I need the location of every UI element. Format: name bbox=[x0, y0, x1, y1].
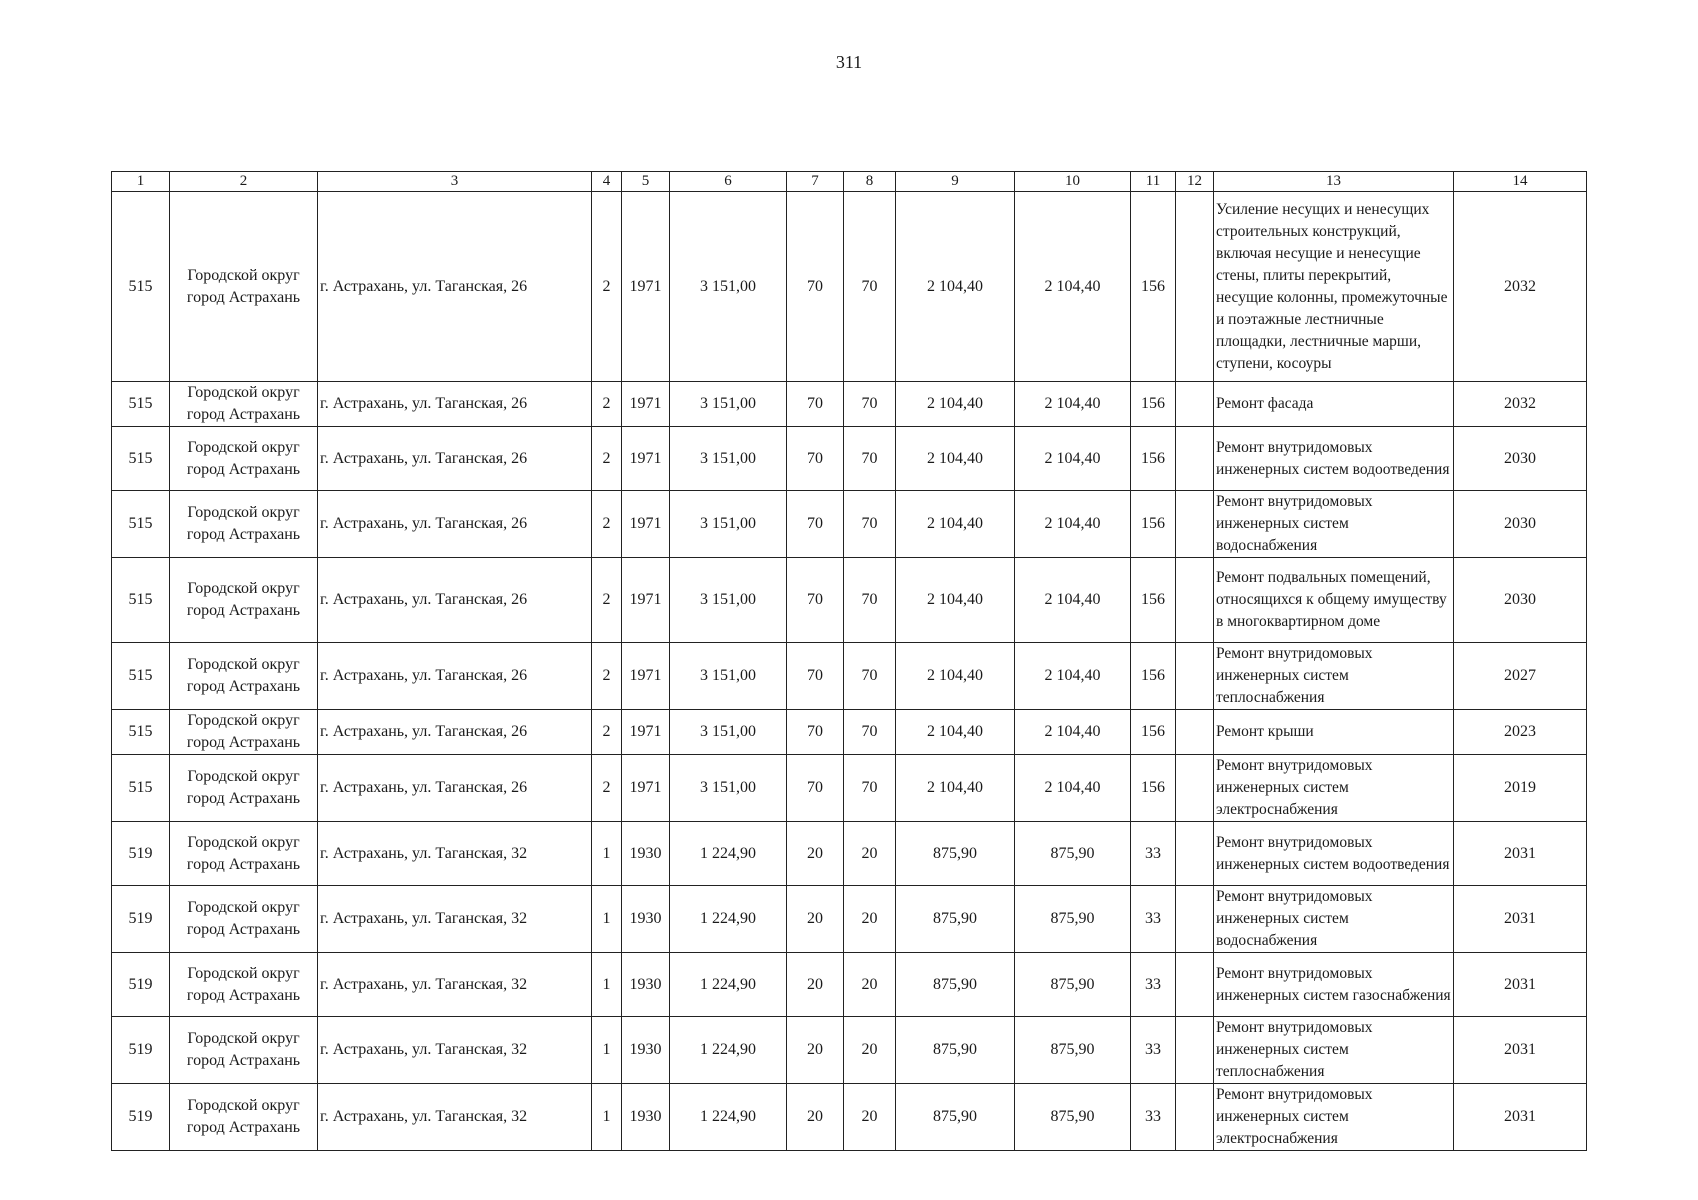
cell-col12 bbox=[1176, 710, 1214, 755]
table-row bbox=[112, 755, 1587, 822]
cell-col11: 33 bbox=[1131, 953, 1176, 1017]
cell-col7: 20 bbox=[787, 886, 844, 953]
cell-col10: 2 104,40 bbox=[1015, 491, 1131, 558]
cell-col10: 875,90 bbox=[1015, 1084, 1131, 1151]
cell-id: 515 bbox=[112, 755, 170, 822]
cell-work-type: Ремонт внутридомовых инженерных систем водоснабжения bbox=[1214, 886, 1454, 953]
cell-id: 519 bbox=[112, 1017, 170, 1084]
cell-col8: 20 bbox=[844, 1084, 896, 1151]
cell-year-built: 1971 bbox=[622, 710, 670, 755]
cell-col9: 875,90 bbox=[896, 822, 1015, 886]
cell-col12 bbox=[1176, 1017, 1214, 1084]
cell-col11: 33 bbox=[1131, 1017, 1176, 1084]
header-col-9: 9 bbox=[896, 172, 1015, 192]
cell-planned-year: 2019 bbox=[1454, 755, 1587, 822]
cell-col11: 156 bbox=[1131, 643, 1176, 710]
cell-col7: 70 bbox=[787, 192, 844, 382]
cell-id: 515 bbox=[112, 192, 170, 382]
cell-id: 515 bbox=[112, 710, 170, 755]
cell-planned-year: 2032 bbox=[1454, 382, 1587, 427]
cell-work-type: Ремонт внутридомовых инженерных систем газоснабжения bbox=[1214, 953, 1454, 1017]
header-col-11: 11 bbox=[1131, 172, 1176, 192]
cell-col9: 875,90 bbox=[896, 1017, 1015, 1084]
cell-total-area: 1 224,90 bbox=[670, 886, 787, 953]
cell-address: г. Астрахань, ул. Таганская, 26 bbox=[318, 710, 592, 755]
cell-year-built: 1971 bbox=[622, 755, 670, 822]
cell-year-built: 1971 bbox=[622, 382, 670, 427]
cell-year-built: 1971 bbox=[622, 427, 670, 491]
cell-total-area: 3 151,00 bbox=[670, 558, 787, 643]
cell-col12 bbox=[1176, 427, 1214, 491]
cell-col10: 875,90 bbox=[1015, 1017, 1131, 1084]
cell-address: г. Астрахань, ул. Таганская, 32 bbox=[318, 1084, 592, 1151]
cell-id: 515 bbox=[112, 558, 170, 643]
cell-col12 bbox=[1176, 643, 1214, 710]
cell-municipality: Городской округ город Астрахань bbox=[170, 710, 318, 755]
cell-work-type: Ремонт внутридомовых инженерных систем водоотведения bbox=[1214, 822, 1454, 886]
cell-col8: 20 bbox=[844, 953, 896, 1017]
table-row bbox=[112, 710, 1587, 755]
header-col-13: 13 bbox=[1214, 172, 1454, 192]
table-row bbox=[112, 643, 1587, 710]
cell-year-built: 1930 bbox=[622, 886, 670, 953]
page-number: 311 bbox=[835, 52, 863, 72]
cell-municipality: Городской округ город Астрахань bbox=[170, 953, 318, 1017]
cell-col11: 156 bbox=[1131, 710, 1176, 755]
cell-year-built: 1971 bbox=[622, 491, 670, 558]
cell-id: 519 bbox=[112, 1084, 170, 1151]
cell-col7: 70 bbox=[787, 755, 844, 822]
cell-col9: 2 104,40 bbox=[896, 558, 1015, 643]
table-row bbox=[112, 427, 1587, 491]
cell-col8: 70 bbox=[844, 382, 896, 427]
cell-work-type: Ремонт внутридомовых инженерных систем электроснабжения bbox=[1214, 755, 1454, 822]
cell-total-area: 3 151,00 bbox=[670, 192, 787, 382]
cell-col10: 2 104,40 bbox=[1015, 643, 1131, 710]
cell-year-built: 1930 bbox=[622, 1084, 670, 1151]
cell-total-area: 3 151,00 bbox=[670, 427, 787, 491]
header-col-12: 12 bbox=[1176, 172, 1214, 192]
table-row bbox=[112, 822, 1587, 886]
cell-year-built: 1971 bbox=[622, 643, 670, 710]
cell-col7: 70 bbox=[787, 427, 844, 491]
cell-col11: 156 bbox=[1131, 558, 1176, 643]
cell-floors: 2 bbox=[592, 192, 622, 382]
cell-work-type: Ремонт внутридомовых инженерных систем теплоснабжения bbox=[1214, 1017, 1454, 1084]
cell-col7: 20 bbox=[787, 953, 844, 1017]
cell-address: г. Астрахань, ул. Таганская, 32 bbox=[318, 953, 592, 1017]
cell-floors: 2 bbox=[592, 643, 622, 710]
cell-col12 bbox=[1176, 1084, 1214, 1151]
cell-work-type: Ремонт внутридомовых инженерных систем водоснабжения bbox=[1214, 491, 1454, 558]
cell-total-area: 1 224,90 bbox=[670, 953, 787, 1017]
cell-col8: 70 bbox=[844, 427, 896, 491]
cell-planned-year: 2031 bbox=[1454, 1017, 1587, 1084]
header-row bbox=[112, 172, 1587, 192]
cell-col12 bbox=[1176, 886, 1214, 953]
header-col-1: 1 bbox=[112, 172, 170, 192]
cell-total-area: 3 151,00 bbox=[670, 710, 787, 755]
cell-floors: 1 bbox=[592, 886, 622, 953]
cell-col9: 2 104,40 bbox=[896, 491, 1015, 558]
cell-col7: 70 bbox=[787, 643, 844, 710]
cell-floors: 1 bbox=[592, 953, 622, 1017]
cell-address: г. Астрахань, ул. Таганская, 26 bbox=[318, 558, 592, 643]
cell-year-built: 1930 bbox=[622, 822, 670, 886]
cell-id: 519 bbox=[112, 953, 170, 1017]
cell-id: 515 bbox=[112, 491, 170, 558]
cell-address: г. Астрахань, ул. Таганская, 32 bbox=[318, 822, 592, 886]
header-col-8: 8 bbox=[844, 172, 896, 192]
cell-address: г. Астрахань, ул. Таганская, 26 bbox=[318, 192, 592, 382]
cell-planned-year: 2030 bbox=[1454, 558, 1587, 643]
header-col-3: 3 bbox=[318, 172, 592, 192]
cell-col10: 2 104,40 bbox=[1015, 558, 1131, 643]
header-col-2: 2 bbox=[170, 172, 318, 192]
cell-address: г. Астрахань, ул. Таганская, 26 bbox=[318, 427, 592, 491]
cell-municipality: Городской округ город Астрахань bbox=[170, 382, 318, 427]
cell-col10: 2 104,40 bbox=[1015, 382, 1131, 427]
table-row bbox=[112, 382, 1587, 427]
cell-planned-year: 2030 bbox=[1454, 491, 1587, 558]
cell-col9: 2 104,40 bbox=[896, 643, 1015, 710]
table-row bbox=[112, 953, 1587, 1017]
cell-municipality: Городской округ город Астрахань bbox=[170, 755, 318, 822]
cell-col10: 2 104,40 bbox=[1015, 427, 1131, 491]
cell-col12 bbox=[1176, 953, 1214, 1017]
cell-total-area: 3 151,00 bbox=[670, 643, 787, 710]
cell-work-type: Ремонт подвальных помещений, относящихся к общему имуществу в многоквартирном доме bbox=[1214, 558, 1454, 643]
cell-work-type: Ремонт внутридомовых инженерных систем водоотведения bbox=[1214, 427, 1454, 491]
cell-address: г. Астрахань, ул. Таганская, 32 bbox=[318, 886, 592, 953]
cell-col7: 70 bbox=[787, 382, 844, 427]
cell-total-area: 1 224,90 bbox=[670, 822, 787, 886]
cell-planned-year: 2023 bbox=[1454, 710, 1587, 755]
header-col-7: 7 bbox=[787, 172, 844, 192]
cell-municipality: Городской округ город Астрахань bbox=[170, 427, 318, 491]
cell-id: 519 bbox=[112, 822, 170, 886]
cell-work-type: Ремонт фасада bbox=[1214, 382, 1454, 427]
cell-col11: 156 bbox=[1131, 427, 1176, 491]
cell-col7: 70 bbox=[787, 558, 844, 643]
cell-floors: 2 bbox=[592, 755, 622, 822]
cell-col11: 156 bbox=[1131, 755, 1176, 822]
cell-id: 519 bbox=[112, 886, 170, 953]
cell-planned-year: 2031 bbox=[1454, 1084, 1587, 1151]
cell-col11: 33 bbox=[1131, 822, 1176, 886]
table-row bbox=[112, 1017, 1587, 1084]
cell-planned-year: 2030 bbox=[1454, 427, 1587, 491]
cell-address: г. Астрахань, ул. Таганская, 26 bbox=[318, 491, 592, 558]
table-row bbox=[112, 886, 1587, 953]
cell-municipality: Городской округ город Астрахань bbox=[170, 822, 318, 886]
cell-col12 bbox=[1176, 822, 1214, 886]
table-row bbox=[112, 192, 1587, 382]
cell-planned-year: 2032 bbox=[1454, 192, 1587, 382]
cell-municipality: Городской округ город Астрахань bbox=[170, 1017, 318, 1084]
cell-floors: 2 bbox=[592, 491, 622, 558]
cell-work-type: Усиление несущих и ненесущих строительных конструкций, включая несущие и ненесущие стены, плиты перекрытий, несущие колонны, промежуточные и поэтажные лестничные площадки, лестничные марши, ступени, косоуры bbox=[1214, 192, 1454, 382]
cell-col11: 156 bbox=[1131, 491, 1176, 558]
cell-col7: 70 bbox=[787, 710, 844, 755]
cell-address: г. Астрахань, ул. Таганская, 26 bbox=[318, 755, 592, 822]
cell-planned-year: 2031 bbox=[1454, 886, 1587, 953]
cell-col9: 2 104,40 bbox=[896, 710, 1015, 755]
cell-work-type: Ремонт крыши bbox=[1214, 710, 1454, 755]
cell-col9: 2 104,40 bbox=[896, 192, 1015, 382]
cell-year-built: 1971 bbox=[622, 192, 670, 382]
cell-id: 515 bbox=[112, 427, 170, 491]
cell-col10: 2 104,40 bbox=[1015, 192, 1131, 382]
cell-floors: 2 bbox=[592, 382, 622, 427]
cell-total-area: 1 224,90 bbox=[670, 1017, 787, 1084]
cell-col8: 20 bbox=[844, 886, 896, 953]
cell-col11: 156 bbox=[1131, 382, 1176, 427]
header-col-4: 4 bbox=[592, 172, 622, 192]
cell-col8: 70 bbox=[844, 755, 896, 822]
cell-col11: 33 bbox=[1131, 886, 1176, 953]
cell-planned-year: 2027 bbox=[1454, 643, 1587, 710]
repair-schedule-table bbox=[111, 171, 1587, 1151]
cell-municipality: Городской округ город Астрахань bbox=[170, 1084, 318, 1151]
header-col-5: 5 bbox=[622, 172, 670, 192]
header-col-10: 10 bbox=[1015, 172, 1131, 192]
cell-municipality: Городской округ город Астрахань bbox=[170, 491, 318, 558]
cell-planned-year: 2031 bbox=[1454, 953, 1587, 1017]
cell-col9: 2 104,40 bbox=[896, 382, 1015, 427]
cell-col12 bbox=[1176, 192, 1214, 382]
cell-col8: 70 bbox=[844, 558, 896, 643]
cell-floors: 2 bbox=[592, 558, 622, 643]
cell-col7: 70 bbox=[787, 491, 844, 558]
cell-municipality: Городской округ город Астрахань bbox=[170, 558, 318, 643]
cell-municipality: Городской округ город Астрахань bbox=[170, 643, 318, 710]
cell-col7: 20 bbox=[787, 822, 844, 886]
table-row bbox=[112, 558, 1587, 643]
cell-col10: 2 104,40 bbox=[1015, 710, 1131, 755]
cell-year-built: 1930 bbox=[622, 953, 670, 1017]
cell-work-type: Ремонт внутридомовых инженерных систем электроснабжения bbox=[1214, 1084, 1454, 1151]
cell-col7: 20 bbox=[787, 1084, 844, 1151]
cell-floors: 2 bbox=[592, 710, 622, 755]
cell-col8: 20 bbox=[844, 1017, 896, 1084]
cell-year-built: 1971 bbox=[622, 558, 670, 643]
cell-col11: 156 bbox=[1131, 192, 1176, 382]
cell-address: г. Астрахань, ул. Таганская, 26 bbox=[318, 382, 592, 427]
cell-col8: 20 bbox=[844, 822, 896, 886]
cell-col8: 70 bbox=[844, 491, 896, 558]
cell-col10: 875,90 bbox=[1015, 886, 1131, 953]
cell-total-area: 3 151,00 bbox=[670, 382, 787, 427]
cell-col8: 70 bbox=[844, 192, 896, 382]
cell-total-area: 1 224,90 bbox=[670, 1084, 787, 1151]
cell-col9: 2 104,40 bbox=[896, 755, 1015, 822]
cell-col10: 2 104,40 bbox=[1015, 755, 1131, 822]
cell-floors: 2 bbox=[592, 427, 622, 491]
cell-municipality: Городской округ город Астрахань bbox=[170, 886, 318, 953]
cell-col9: 875,90 bbox=[896, 953, 1015, 1017]
cell-col10: 875,90 bbox=[1015, 953, 1131, 1017]
header-col-6: 6 bbox=[670, 172, 787, 192]
header-col-14: 14 bbox=[1454, 172, 1587, 192]
cell-address: г. Астрахань, ул. Таганская, 32 bbox=[318, 1017, 592, 1084]
table-body bbox=[112, 192, 1587, 1151]
cell-col12 bbox=[1176, 558, 1214, 643]
cell-col8: 70 bbox=[844, 710, 896, 755]
cell-col12 bbox=[1176, 755, 1214, 822]
cell-col12 bbox=[1176, 382, 1214, 427]
table-row bbox=[112, 491, 1587, 558]
cell-planned-year: 2031 bbox=[1454, 822, 1587, 886]
cell-col7: 20 bbox=[787, 1017, 844, 1084]
cell-floors: 1 bbox=[592, 1017, 622, 1084]
table-header bbox=[112, 172, 1587, 192]
cell-id: 515 bbox=[112, 382, 170, 427]
table-row bbox=[112, 1084, 1587, 1151]
cell-id: 515 bbox=[112, 643, 170, 710]
cell-col12 bbox=[1176, 491, 1214, 558]
cell-total-area: 3 151,00 bbox=[670, 755, 787, 822]
cell-col9: 875,90 bbox=[896, 886, 1015, 953]
cell-col10: 875,90 bbox=[1015, 822, 1131, 886]
cell-floors: 1 bbox=[592, 1084, 622, 1151]
cell-address: г. Астрахань, ул. Таганская, 26 bbox=[318, 643, 592, 710]
cell-year-built: 1930 bbox=[622, 1017, 670, 1084]
cell-floors: 1 bbox=[592, 822, 622, 886]
cell-work-type: Ремонт внутридомовых инженерных систем теплоснабжения bbox=[1214, 643, 1454, 710]
cell-col9: 2 104,40 bbox=[896, 427, 1015, 491]
cell-total-area: 3 151,00 bbox=[670, 491, 787, 558]
cell-col8: 70 bbox=[844, 643, 896, 710]
cell-municipality: Городской округ город Астрахань bbox=[170, 192, 318, 382]
cell-col9: 875,90 bbox=[896, 1084, 1015, 1151]
cell-col11: 33 bbox=[1131, 1084, 1176, 1151]
